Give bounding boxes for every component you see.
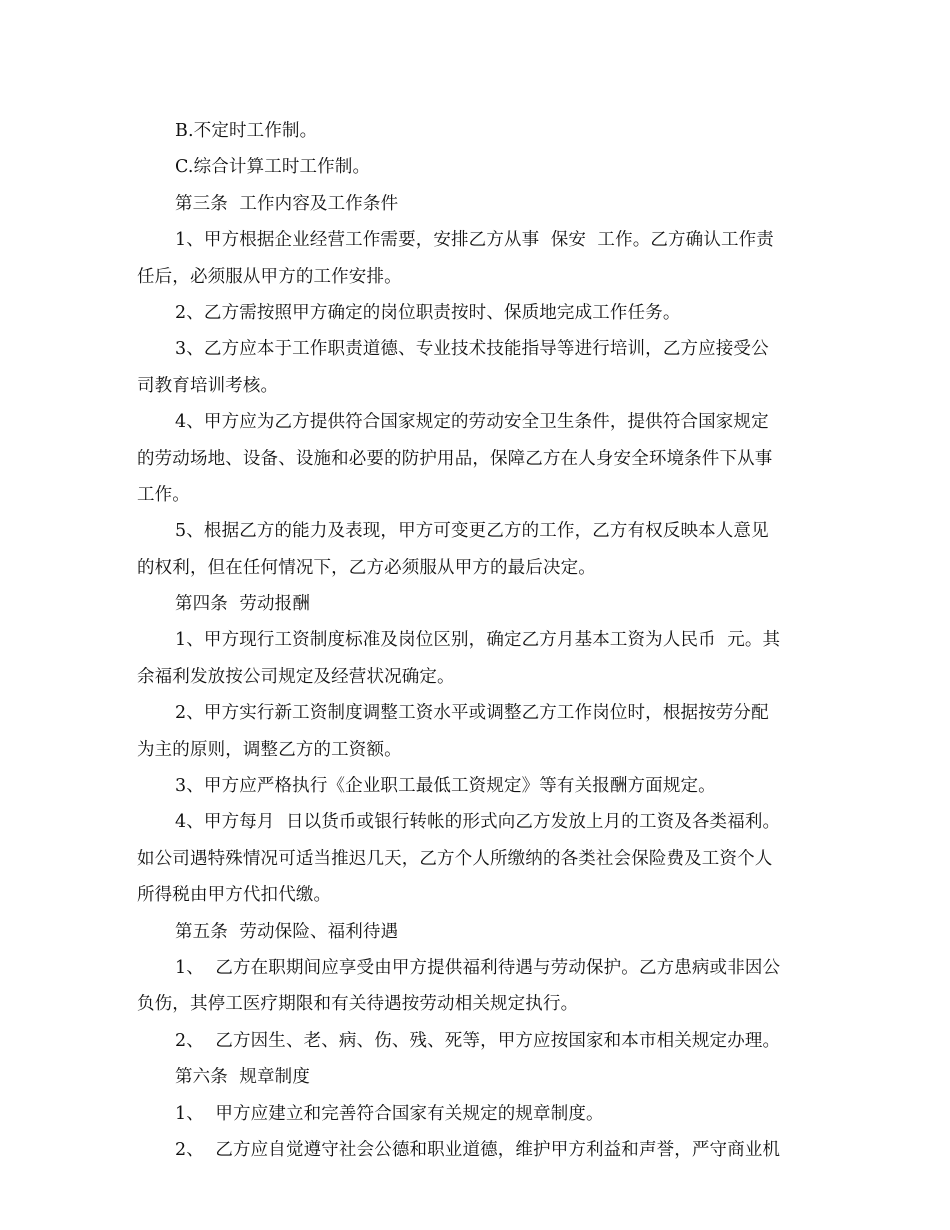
section-heading: 第三条 工作内容及工作条件 [175,193,399,214]
text-line: 余福利发放按公司规定及经营状况确定。 [137,666,455,687]
text-line: 2、 乙方应自觉遵守社会公德和职业道德，维护甲方利益和声誉，严守商业机 [175,1139,781,1160]
text-line: 的劳动场地、设备、设施和必要的防护用品，保障乙方在人身安全环境条件下从事 [137,448,773,469]
text-line: 工作。 [137,484,190,505]
text-line: 3、甲方应严格执行《企业职工最低工资规定》等有关报酬方面规定。 [175,776,716,797]
text-line: C.综合计算工时工作制。 [175,157,371,178]
text-line: 4、甲方每月 日以货币或银行转帐的形式向乙方发放上月的工资及各类福利。 [175,812,781,833]
text-line: 2、 乙方因生、老、病、伤、残、死等，甲方应按国家和本市相关规定办理。 [175,1030,781,1051]
text-line: 5、根据乙方的能力及表现，甲方可变更乙方的工作，乙方有权反映本人意见 [175,521,769,542]
text-line: 1、 甲方应建立和完善符合国家有关规定的规章制度。 [175,1103,604,1124]
text-line: 1、甲方现行工资制度标准及岗位区别，确定乙方月基本工资为人民币 元。其 [175,630,781,651]
text-line: B.不定时工作制。 [175,121,318,141]
text-line: 任后，必须服从甲方的工作安排。 [137,266,402,287]
text-line: 4、甲方应为乙方提供符合国家规定的劳动安全卫生条件，提供符合国家规定 [175,412,769,433]
text-line: 2、甲方实行新工资制度调整工资水平或调整乙方工作岗位时，根据按劳分配 [175,703,769,724]
text-line: 所得税由甲方代扣代缴。 [137,885,332,906]
text-line: 的权利，但在任何情况下，乙方必须服从甲方的最后决定。 [137,557,596,578]
section-heading: 第六条 规章制度 [175,1067,310,1088]
section-heading: 第五条 劳动保险、福利待遇 [175,921,399,942]
text-line: 1、 乙方在职期间应享受由甲方提供福利待遇与劳动保护。乙方患病或非因公 [175,957,781,978]
document-body [137,113,813,1168]
section-heading: 第四条 劳动报酬 [175,594,310,615]
text-line: 3、乙方应本于工作职责道德、专业技术技能指导等进行培训，乙方应接受公 [175,339,769,360]
text-line: 为主的原则，调整乙方的工资额。 [137,739,402,760]
text-line: 负伤，其停工医疗期限和有关待遇按劳动相关规定执行。 [137,994,579,1015]
text-line: 2、乙方需按照甲方确定的岗位职责按时、保质地完成工作任务。 [175,302,681,323]
text-line: 如公司遇特殊情况可适当推迟几天，乙方个人所缴纳的各类社会保险费及工资个人 [137,848,773,869]
text-line: 1、甲方根据企业经营工作需要，安排乙方从事 保安 工作。乙方确认工作责 [175,230,774,251]
text-line: 司教育培训考核。 [137,375,279,396]
